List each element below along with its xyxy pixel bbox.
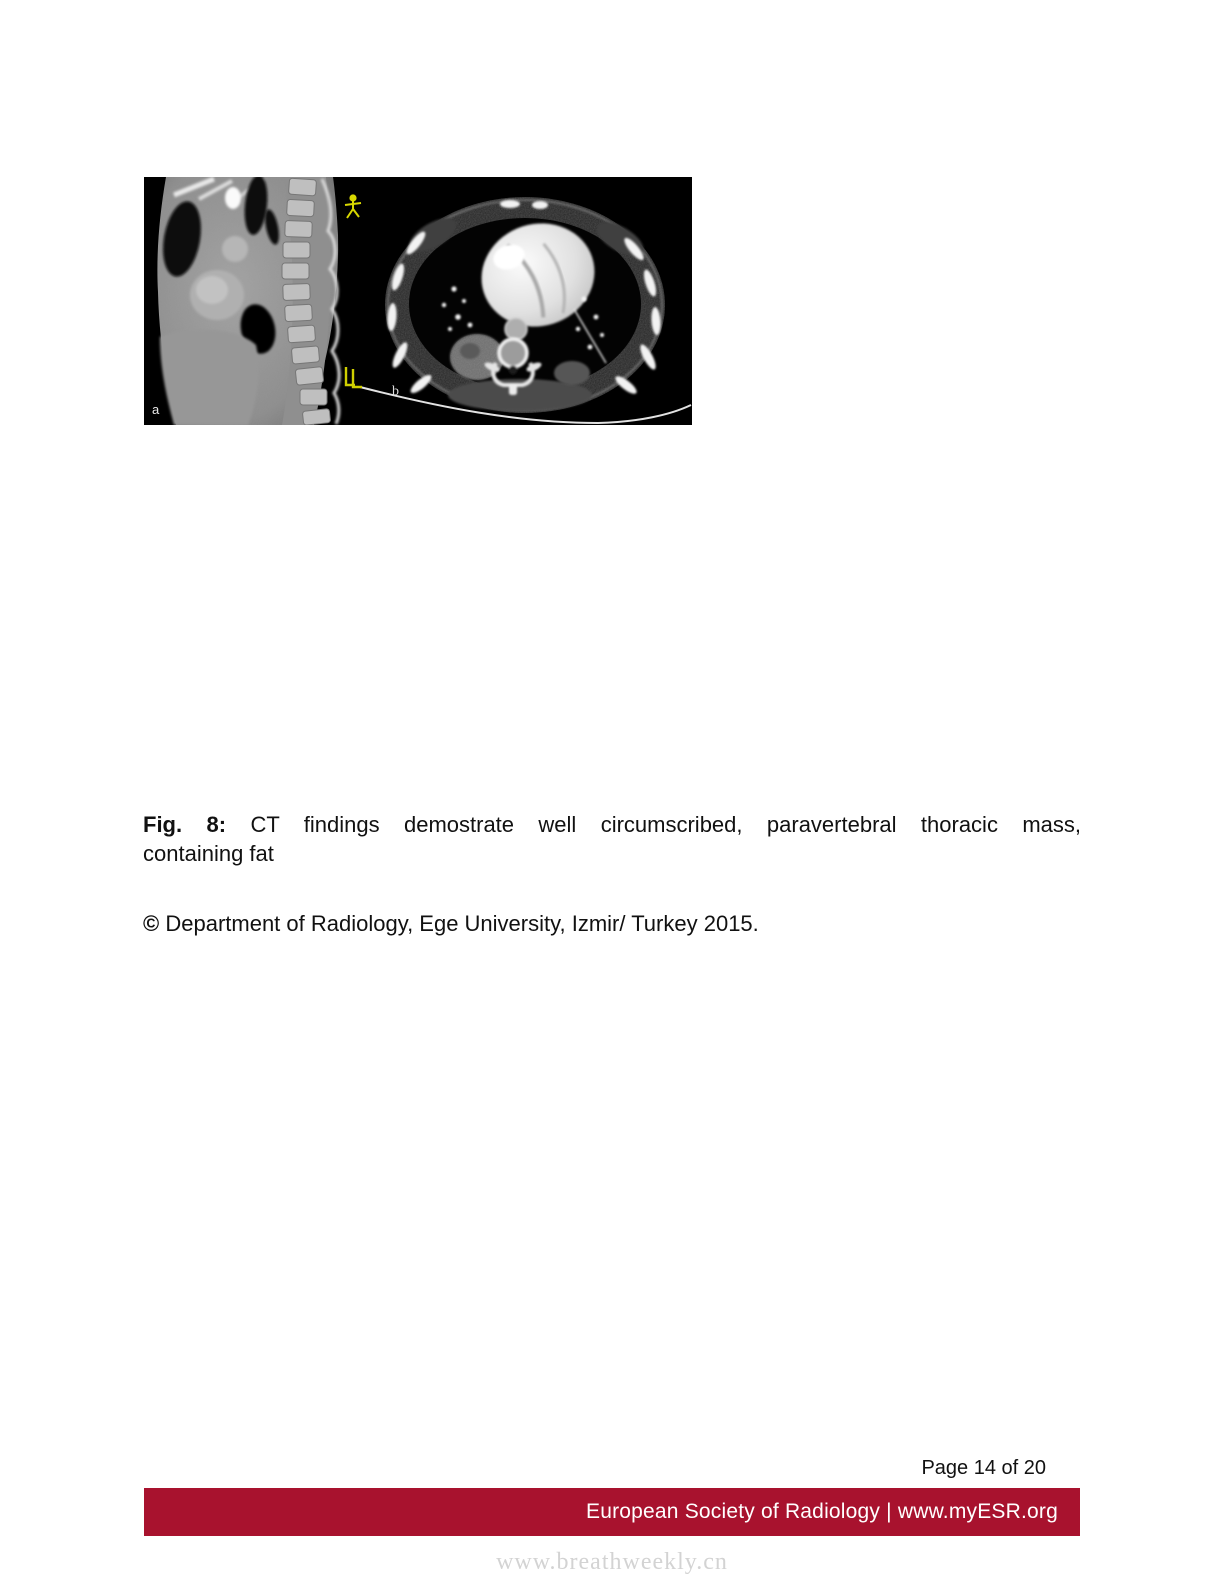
copyright-text: Department of Radiology, Ege University, Izmir/ Turkey 2015. <box>165 911 759 936</box>
watermark: www.breathweekly.cn <box>496 1549 728 1575</box>
ct-figure <box>144 177 692 425</box>
patient-orientation-icon <box>340 193 366 221</box>
copyright-line <box>143 910 1081 938</box>
figure-caption <box>143 810 1081 868</box>
caption-text-line1: CT findings demostrate well circumscribed, paravertebral thoracic mass, <box>250 812 1081 837</box>
caption-text-line2: containing fat <box>143 841 274 866</box>
footer-banner <box>144 1488 1080 1536</box>
copyright-symbol: © <box>143 911 160 936</box>
panel-b-label: b <box>392 384 399 399</box>
footer-banner-text: European Society of Radiology | www.myESR.org <box>585 1500 1058 1523</box>
aorta <box>505 318 527 340</box>
liver-region <box>160 330 258 425</box>
l-orientation-marker-icon <box>342 365 368 391</box>
sagittal-ct-panel <box>144 177 358 425</box>
bright-bone-oval <box>225 187 241 209</box>
paravertebral-mass <box>450 334 504 380</box>
page-number: Page 14 of 20 <box>921 1457 1046 1479</box>
axial-ct-panel <box>358 177 692 425</box>
vessel-blob <box>222 236 248 262</box>
panel-a-label: a <box>152 402 160 417</box>
fig-number-label: Fig. 8: <box>143 812 227 837</box>
